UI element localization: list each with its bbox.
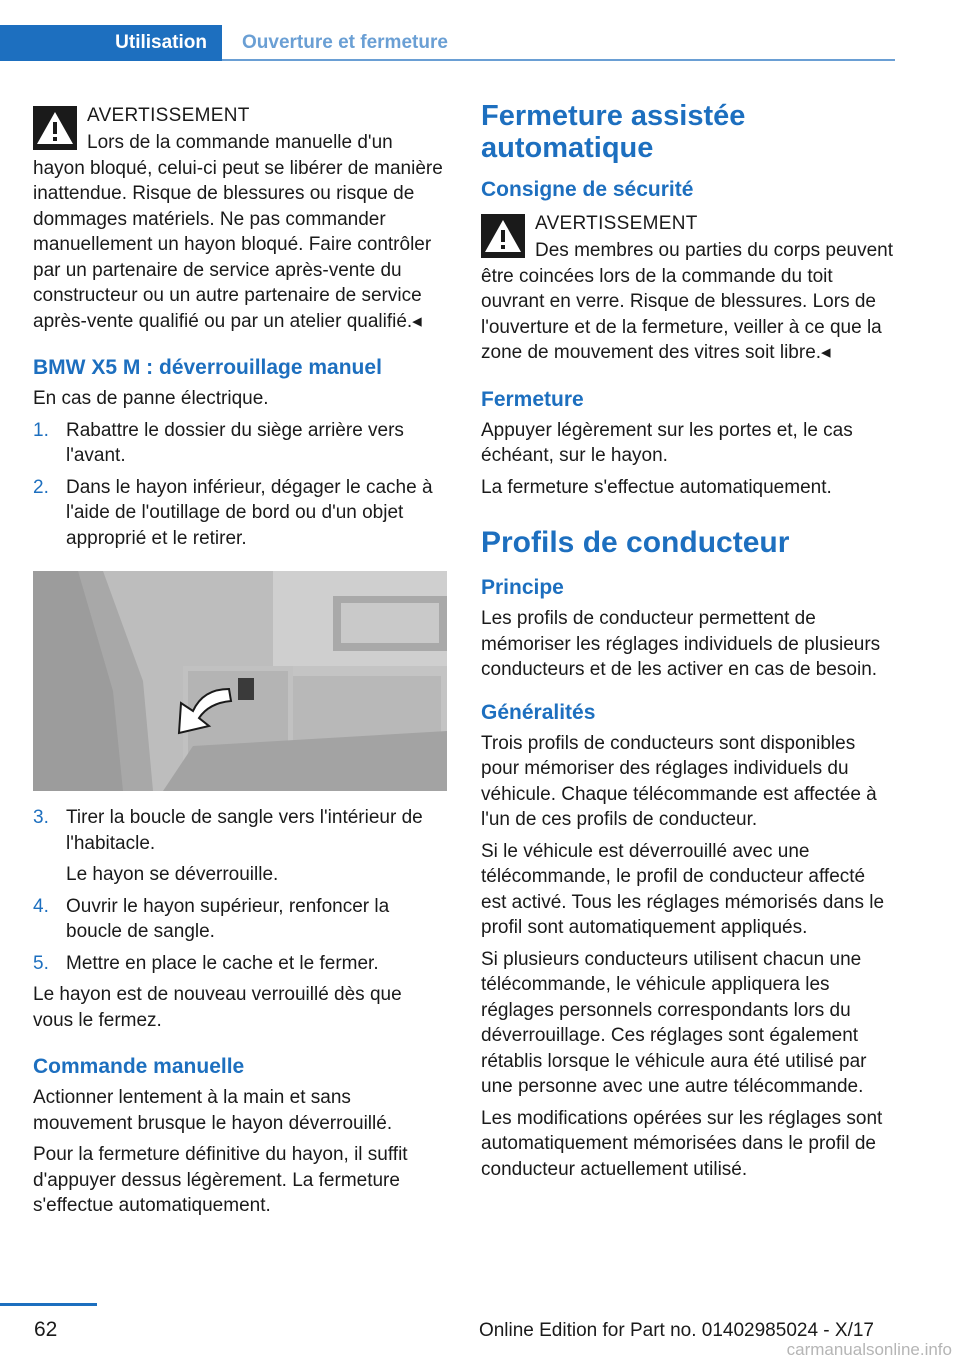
tab-utilisation[interactable]: Utilisation bbox=[0, 25, 222, 61]
paragraph: Appuyer légèrement sur les portes et, le cas échéant, sur le hayon. bbox=[481, 419, 853, 466]
list-item bbox=[33, 894, 447, 945]
section-intro: En cas de panne électrique. bbox=[33, 388, 269, 409]
list-item bbox=[33, 805, 447, 888]
paragraph: La fermeture s'effectue automatiquement. bbox=[481, 476, 832, 498]
page-number: 62 bbox=[34, 1318, 58, 1341]
list-item bbox=[33, 951, 447, 977]
paragraph: Actionner lentement à la main et sans mouvement brusque le hayon déverrouillé. bbox=[33, 1087, 393, 1134]
steps-list-a bbox=[33, 418, 447, 552]
step-text: Dans le hayon inférieur, dégager le cache à l'aide de l'outillage de bord ou d'un objet approprié et le retirer. bbox=[66, 476, 433, 549]
step-number: 2. bbox=[33, 476, 49, 498]
warning-block bbox=[481, 208, 895, 366]
step-subtext: Le hayon se déverrouille. bbox=[66, 864, 279, 885]
step-number: 5. bbox=[33, 952, 49, 974]
paragraph: Trois profils de conducteurs sont disponibles pour mémoriser des réglages individuels du véhicule. Chaque télécommande est affectée à l'un de ces profils de conducteur. bbox=[481, 732, 877, 830]
closing-heading: Fermeture bbox=[481, 387, 584, 411]
trunk-illustration bbox=[33, 571, 447, 791]
paragraph: Pour la fermeture définitive du hayon, il suffit d'appuyer dessus légèrement. La fermeture s'effectue automatiquement. bbox=[33, 1144, 408, 1216]
warning-title: AVERTISSEMENT bbox=[87, 105, 250, 126]
step-text: Rabattre le dossier du siège arrière vers l'avant. bbox=[66, 419, 404, 466]
section-title-driver-profiles: Profils de conducteur bbox=[481, 526, 790, 559]
warning-icon bbox=[33, 106, 77, 150]
paragraph: Si le véhicule est déverrouillé avec une télécommande, le profil de conducteur affecté est activé. Tous les réglages mémorisés dans le profil sont automatiquement appliqués. bbox=[481, 840, 885, 938]
general-heading: Généralités bbox=[481, 700, 596, 724]
step-text: Mettre en place le cache et le fermer. bbox=[66, 952, 379, 974]
principle-heading: Principe bbox=[481, 576, 564, 599]
list-item bbox=[33, 418, 447, 469]
warning-text: Lors de la commande manuelle d'un hayon bloqué, celui-ci peut se libérer de manière inattendue. Risque de blessures ou risque de dommages matériels. Ne pas commander manuellement un hayon bloqué. Faire contrôler par un partenaire de service après-vente du constructeur ou un autre partenaire de service après-vente qualifié ou par un atelier qualifié.◂ bbox=[33, 132, 443, 332]
step-number: 3. bbox=[33, 807, 49, 828]
safety-heading: Consigne de sécurité bbox=[481, 178, 694, 201]
step-text: Ouvrir le hayon supérieur, renfoncer la boucle de sangle. bbox=[66, 895, 390, 942]
section-title-soft-close: Fermeture assistée automatique bbox=[481, 100, 746, 164]
trunk-photo-drawing bbox=[33, 571, 447, 791]
section-heading-manual-unlock: BMW X5 M : déverrouillage manuel bbox=[33, 356, 382, 379]
chapter-tab-bar bbox=[0, 25, 895, 61]
step-text: Tirer la boucle de sangle vers l'intérieur de l'habitacle. bbox=[66, 807, 423, 854]
list-item bbox=[33, 475, 447, 552]
edition-text: Online Edition for Part no. 01402985024 - X/17 bbox=[478, 1320, 874, 1341]
left-column bbox=[33, 100, 447, 1225]
warning-icon bbox=[481, 214, 525, 258]
steps-list-b bbox=[33, 805, 447, 976]
footer-accent-line bbox=[0, 1303, 97, 1306]
warning-text: Des membres ou parties du corps peuvent être coincées lors de la commande du toit ouvrant en verre. Risque de blessures. Lors de l'ouverture et de la fermeture, veiller à ce que la zone de mouvement des vitres soit libre.◂ bbox=[481, 240, 894, 363]
watermark[interactable]: carmanualsonline.info bbox=[786, 1340, 952, 1359]
tab-underline bbox=[222, 59, 895, 61]
paragraph: Les profils de conducteur permettent de mémoriser les réglages individuels de plusieurs conducteurs et de les activer en cas de besoin. bbox=[481, 608, 881, 680]
right-column bbox=[481, 100, 895, 1188]
section-heading-manual-operation: Commande manuelle bbox=[33, 1055, 245, 1078]
step-number: 1. bbox=[33, 419, 49, 441]
paragraph: Les modifications opérées sur les réglages sont automatiquement mémorisées dans le profil de conducteur actuellement utilisé. bbox=[481, 1107, 883, 1180]
step-number: 4. bbox=[33, 895, 49, 917]
warning-block bbox=[33, 100, 447, 334]
tab-ouverture-fermeture[interactable]: Ouverture et fermeture bbox=[242, 32, 448, 53]
after-steps-text: Le hayon est de nouveau verrouillé dès que vous le fermez. bbox=[33, 984, 402, 1031]
paragraph: Si plusieurs conducteurs utilisent chacun une télécommande, le véhicule appliquera les réglages personnels correspondants lors du déverrouillage. Ces réglages sont également rétablis lorsque le véhicule aura été utilisé par une personne avec une autre télécommande. bbox=[481, 948, 867, 1097]
warning-title: AVERTISSEMENT bbox=[535, 213, 698, 234]
